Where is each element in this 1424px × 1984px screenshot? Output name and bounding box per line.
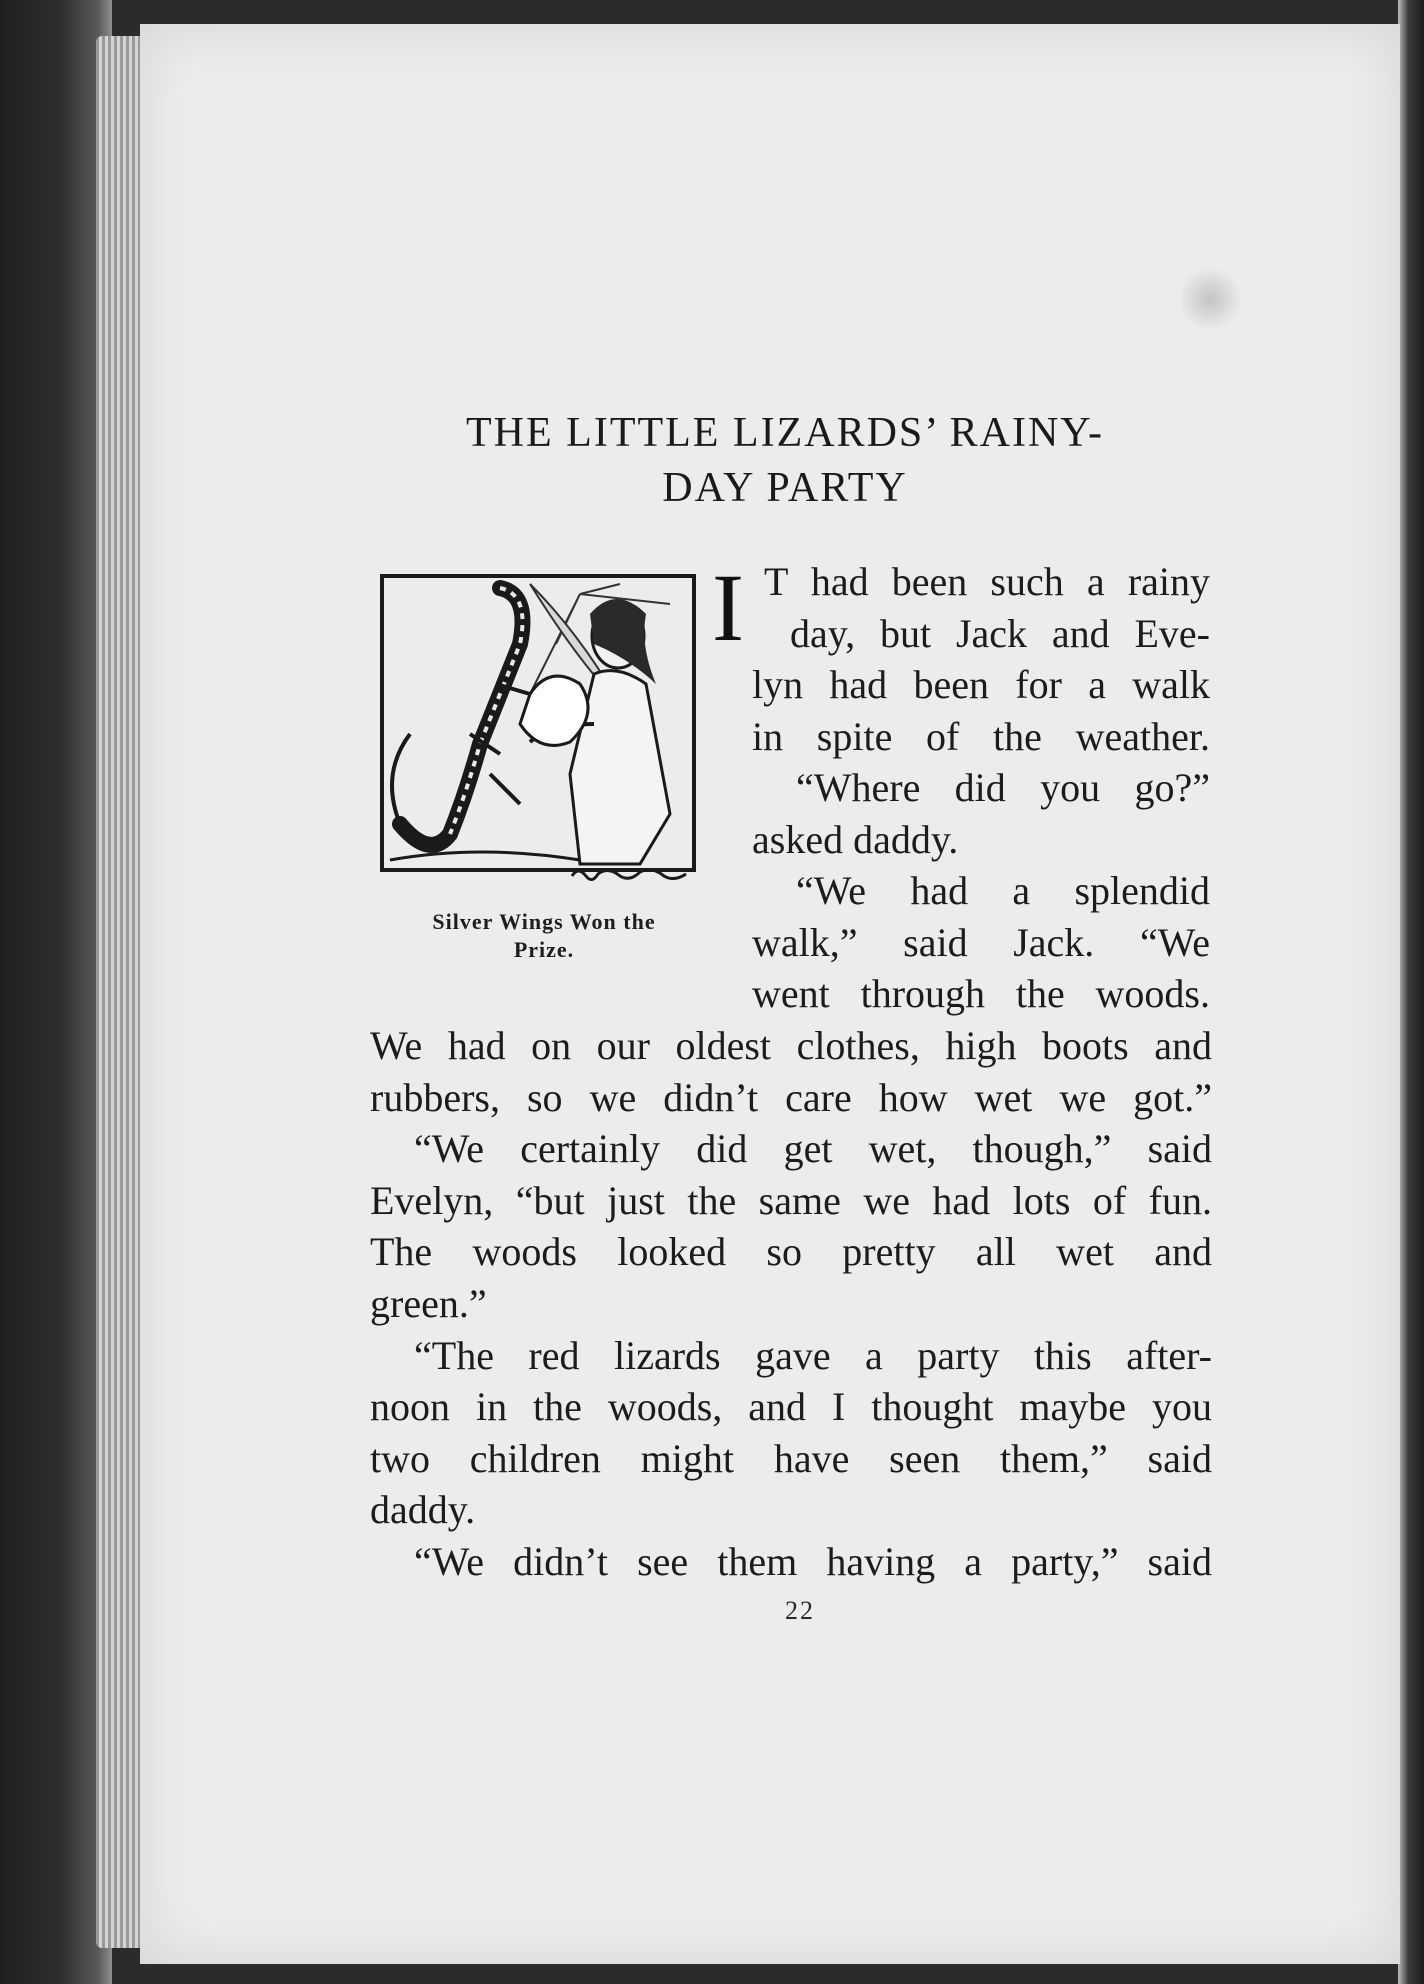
- first-paragraph-line: day, but Jack and Eve-: [790, 610, 1210, 656]
- body-line: “The red lizards gave a party this after-: [414, 1332, 1212, 1378]
- page-stack-edge: [96, 36, 146, 1948]
- body-line: rubbers, so we didn’t care how wet we got.”: [370, 1074, 1212, 1120]
- dialogue-line: went through the woods.: [752, 971, 1210, 1017]
- body-line: noon in the woods, and I thought maybe you: [370, 1384, 1212, 1430]
- first-paragraph-line: lyn had been for a walk: [752, 662, 1210, 708]
- dialogue-beside-illustration: [752, 762, 1210, 1020]
- caption-line-2: Prize.: [513, 937, 575, 962]
- body-line: “We didn’t see them having a party,” said: [414, 1538, 1212, 1584]
- first-paragraph-line: in spite of the weather.: [752, 713, 1210, 759]
- dialogue-line: walk,” said Jack. “We: [752, 919, 1210, 965]
- drop-cap: I: [712, 554, 744, 661]
- body-line: two children might have seen them,” said: [370, 1435, 1212, 1481]
- page-smudge: [1180, 264, 1240, 334]
- dialogue-line: “We had a splendid: [796, 868, 1210, 914]
- body-line: We had on our oldest clothes, high boots and: [370, 1023, 1212, 1068]
- dialogue-line: “Where did you go?”: [796, 765, 1210, 810]
- first-paragraph-line: T had been such a rainy: [764, 559, 1210, 604]
- body-line: “We certainly did get wet, though,” said: [414, 1126, 1212, 1172]
- first-paragraph: [752, 556, 1210, 762]
- body-line: daddy.: [370, 1487, 476, 1533]
- lizard-and-fairy-illustration: [380, 574, 696, 872]
- body-line: Evelyn, “but just the same we had lots of fun.: [370, 1177, 1212, 1223]
- artist-signature-mark: [568, 862, 698, 886]
- dialogue-line: asked daddy.: [752, 816, 959, 862]
- caption-line-1: Silver Wings Won the: [432, 909, 656, 934]
- chapter-title: [390, 406, 1180, 516]
- body-line: green.”: [370, 1280, 487, 1326]
- body-line: The woods looked so pretty all wet and: [370, 1229, 1212, 1275]
- page-number: 22: [785, 1596, 815, 1625]
- book-cover-edge-right: [1398, 0, 1424, 1984]
- full-width-text: [370, 1020, 1212, 1588]
- chapter-title-line-2: DAY PARTY: [662, 465, 908, 511]
- illustration-caption: [370, 908, 718, 964]
- chapter-title-line-1: THE LITTLE LIZARDS’ RAINY-: [466, 410, 1104, 456]
